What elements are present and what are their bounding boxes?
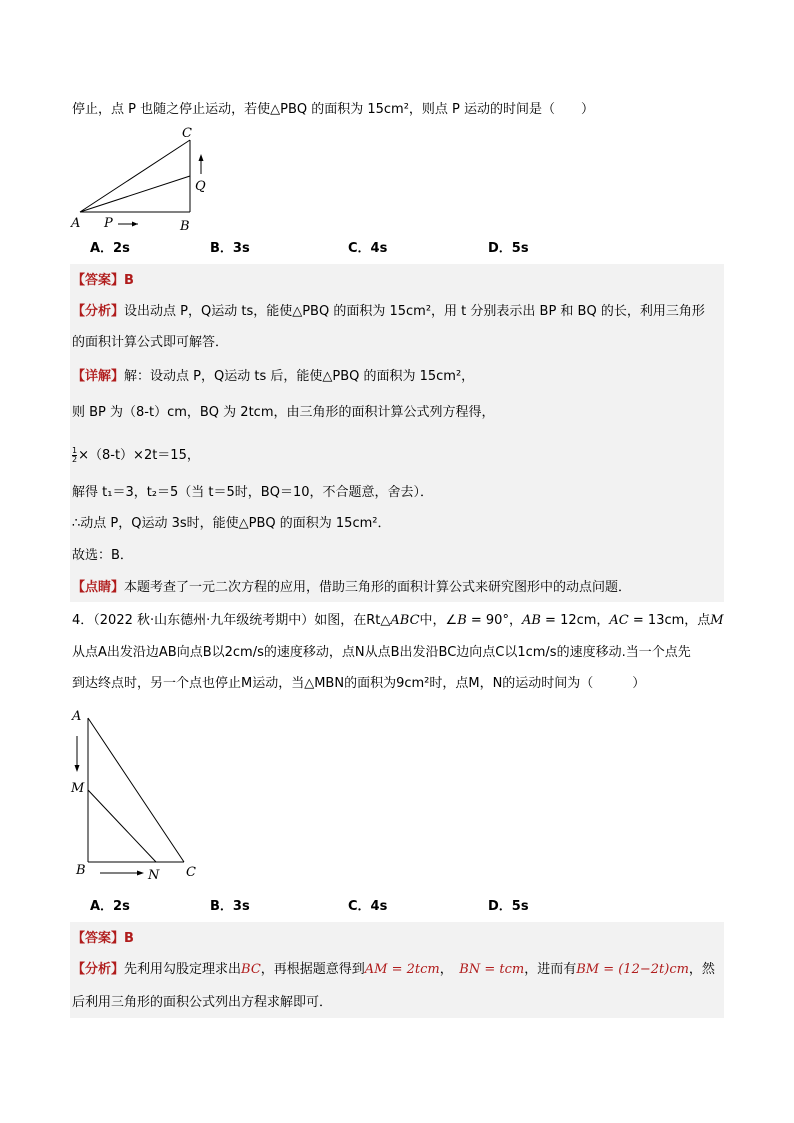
q4-label-n: N xyxy=(148,868,160,882)
q4-label-m: M xyxy=(71,781,85,796)
q3-label-p: P xyxy=(104,216,113,231)
q4-stem-line2: 从点A出发沿边AB向点B以2cm/s的速度移动，点N从点B出发沿BC边向点C以1cm/s的速度移动.当一个点先 xyxy=(72,645,691,660)
q3-stem-tail: 停止，点 P 也随之停止运动，若使△PBQ 的面积为 15cm²，则点 P 运动的时间是（ ） xyxy=(72,102,595,117)
q3-detail-line3 xyxy=(72,446,200,466)
q3-detail-line5: ∴动点 P，Q运动 3s时，能使△PBQ 的面积为 15cm²． xyxy=(72,516,391,531)
q3-detail-line4: 解得 t₁＝3，t₂＝5（当 t＝5时，BQ＝10，不合题意，舍去）． xyxy=(72,485,433,500)
q3-analysis-line1 xyxy=(72,302,705,322)
q4-option-c: C．4s xyxy=(348,899,388,914)
q3-analysis-tag: 【分析】 xyxy=(72,304,125,319)
q3-analysis-text1: 设出动点 P，Q运动 ts，能使△PBQ 的面积为 15cm²，用 t 分别表示出 BP 和 BQ 的长，利用三角形 xyxy=(124,304,705,319)
q4-stem-line1: 4．（2022 秋·山东德州·九年级统考期中）如图，在Rt△ABC中，∠B = 90°，AB = 12cm，AC = 13cm，点M xyxy=(72,613,724,628)
q4-triangle-figure xyxy=(68,702,218,882)
q3-option-b: B．3s xyxy=(210,241,250,256)
q3-equation: ×（8-t）×2t＝15， xyxy=(78,448,200,463)
q4-option-d: D．5s xyxy=(488,899,529,914)
one-half-fraction: $\frac{1}{2}$ xyxy=(72,446,78,464)
q4-answer xyxy=(72,929,134,949)
q3-comment-text: 本题考查了一元二次方程的应用，借助三角形的面积计算公式来研究图形中的动点问题． xyxy=(124,580,632,595)
q4-analysis-line2: 后利用三角形的面积公式列出方程求解即可． xyxy=(72,995,333,1010)
q3-detail-tag: 【详解】 xyxy=(72,369,125,384)
q4-analysis-line1: 【分析】先利用勾股定理求出BC，再根据题意得到AM = 2tcm， BN = tcm，进而有BM = (12−2t)cm，然 xyxy=(72,962,715,977)
q3-detail-line6: 故选：B． xyxy=(72,548,133,563)
q3-label-a: A xyxy=(71,216,81,231)
q4-option-a: A．2s xyxy=(90,899,130,914)
q4-stem-line3: 到达终点时，另一个点也停止M运动，当△MBN的面积为9cm²时，点M，N的运动时间为（ ） xyxy=(72,676,646,691)
q3-label-c: C xyxy=(182,126,192,141)
q4-option-b: B．3s xyxy=(210,899,250,914)
q3-label-q: Q xyxy=(195,179,206,194)
q4-answer-tag: 【答案】 xyxy=(72,931,125,946)
q3-option-c: C．4s xyxy=(348,241,388,256)
q3-triangle-figure xyxy=(68,126,228,236)
q4-analysis-tag: 【分析】 xyxy=(72,962,125,977)
q4-label-a: A xyxy=(72,709,82,724)
q3-analysis-line2: 的面积计算公式即可解答． xyxy=(72,335,229,350)
q3-detail-line1 xyxy=(72,367,474,387)
q4-answer-value: B xyxy=(124,931,134,946)
q3-comment-tag: 【点睛】 xyxy=(72,580,125,595)
q3-detail-text1: 解：设动点 P，Q运动 ts 后，能使△PBQ 的面积为 15cm²， xyxy=(124,369,475,384)
q3-answer-tag: 【答案】 xyxy=(72,273,125,288)
q4-label-c: C xyxy=(186,865,196,880)
q3-answer xyxy=(72,271,134,291)
q3-option-a: A．2s xyxy=(90,241,130,256)
q3-answer-value: B xyxy=(124,273,134,288)
q4-label-b: B xyxy=(76,863,86,878)
q3-comment xyxy=(72,578,631,598)
q3-detail-line2: 则 BP 为（8-t）cm，BQ 为 2tcm，由三角形的面积计算公式列方程得， xyxy=(72,405,495,420)
q3-label-b: B xyxy=(180,219,190,234)
q3-option-d: D．5s xyxy=(488,241,529,256)
